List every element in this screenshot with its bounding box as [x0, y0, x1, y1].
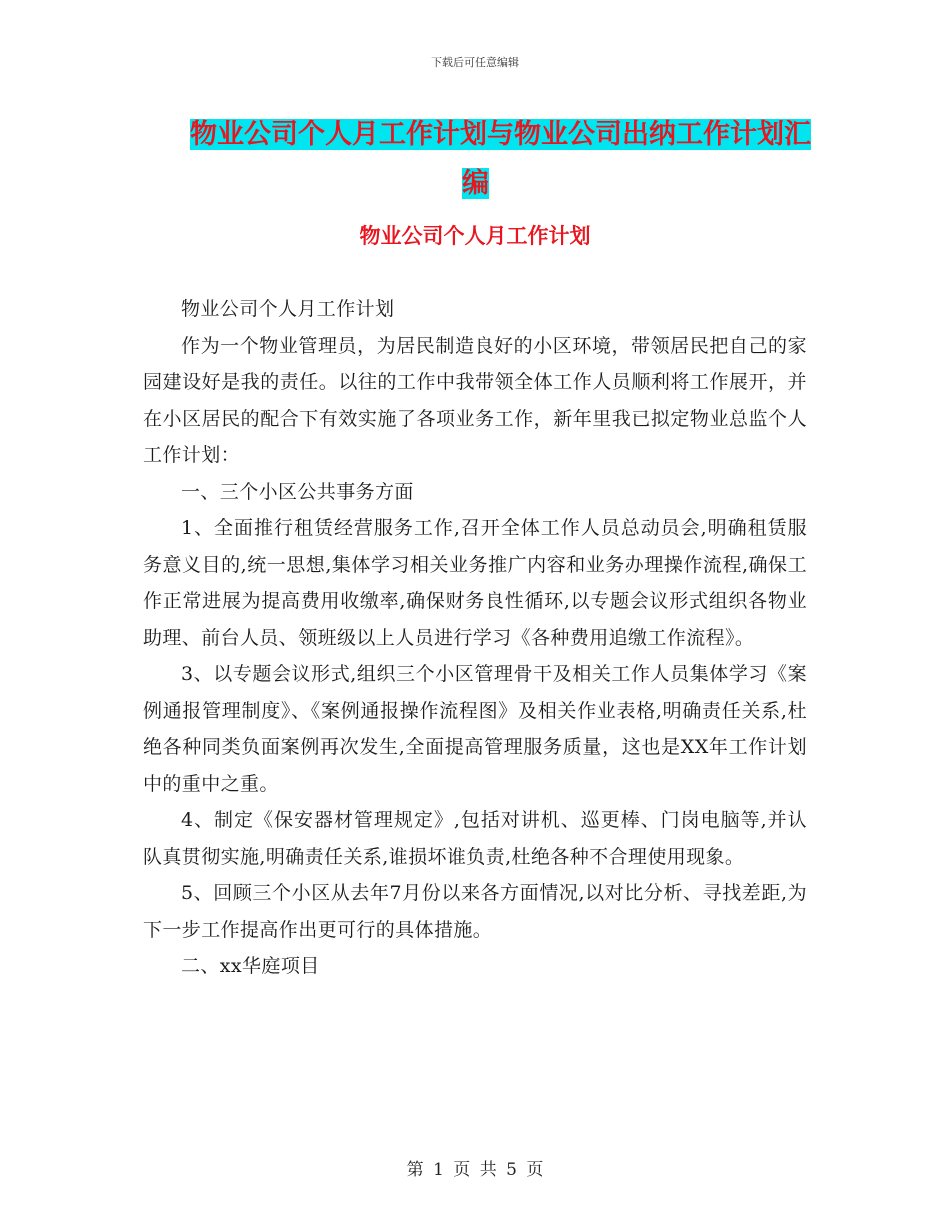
- body-text: [143, 291, 807, 985]
- section-title: 物业公司个人月工作计划: [359, 224, 591, 248]
- document-title-line-1: [190, 110, 810, 159]
- paragraph: 4、制定《保安器材管理规定》,包括对讲机、巡更棒、门岗电脑等,并认队真贯彻实施,明确责任关系,谁损坏谁负责,杜绝各种不合理使用现象。: [143, 809, 807, 868]
- header-note: 下载后可任意编辑: [431, 56, 519, 69]
- title-highlight: 编: [462, 168, 489, 199]
- title-highlight: 物业公司个人月工作计划与物业公司出纳工作计划汇: [190, 119, 811, 150]
- paragraph: 一、三个小区公共事务方面: [181, 480, 414, 503]
- page-footer: 第 1 页 共 5 页: [406, 1160, 544, 1180]
- document-title-line-2: [190, 159, 810, 208]
- paragraph: 1、全面推行租赁经营服务工作,召开全体工作人员总动员会,明确租赁服务意义目的,统一思想,集体学习相关业务推广内容和业务办理操作流程,确保工作正常进展为提高费用收缴率,确保财务良性循环,以专题会议形式组织各物业助理、前台人员、领班级以上人员进行学习《各种费用追缴工作流程》。: [143, 517, 807, 649]
- document-title: [190, 110, 810, 208]
- paragraph: 物业公司个人月工作计划: [181, 298, 395, 320]
- paragraph: 二、xx华庭项目: [181, 955, 320, 977]
- paragraph: 3、以专题会议形式,组织三个小区管理骨干及相关工作人员集体学习《案例通报管理制度》、《案例通报操作流程图》及相关作业表格,明确责任关系,杜绝各种同类负面案例再次发生,全面提高管理服务质量，这也是XX年工作计划中的重中之重。: [143, 663, 807, 795]
- paragraph: 作为一个物业管理员，为居民制造良好的小区环境，带领居民把自己的家园建设好是我的责任。以往的工作中我带领全体工作人员顺利将工作展开，并在小区居民的配合下有效实施了各项业务工作，新年里我已拟定物业总监个人工作计划：: [143, 334, 807, 466]
- paragraph: 5、回顾三个小区从去年7月份以来各方面情况,以对比分析、寻找差距,为下一步工作提高作出更可行的具体措施。: [143, 882, 807, 941]
